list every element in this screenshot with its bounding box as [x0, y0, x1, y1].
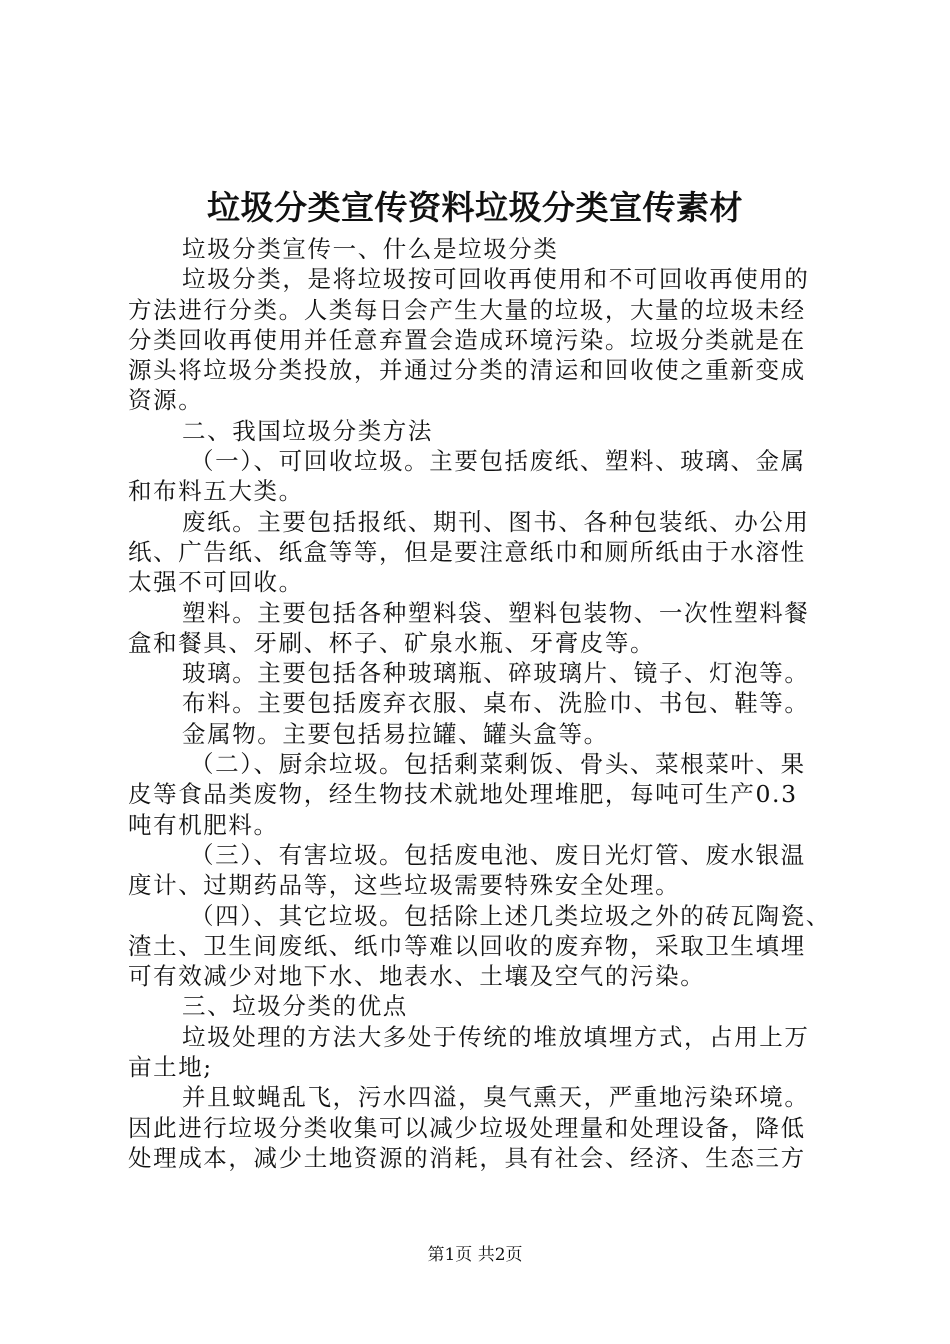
section-heading: 三、垃圾分类的优点 — [182, 992, 408, 1021]
text-line: 方法进行分类。人类每日会产生大量的垃圾，大量的垃圾未经 — [128, 295, 806, 324]
text-line: 塑料。主要包括各种塑料袋、塑料包装物、一次性塑料餐 — [182, 598, 810, 627]
text-line: 源头将垃圾分类投放，并通过分类的清运和回收使之重新变成 — [128, 356, 806, 385]
text-line: 太强不可回收。 — [128, 568, 304, 597]
text-line: （一）、可回收垃圾。主要包括废纸、塑料、玻璃、金属 — [190, 447, 806, 476]
text-line: 盒和餐具、牙刷、杯子、矿泉水瓶、牙膏皮等。 — [128, 628, 656, 657]
text-line: 渣土、卫生间废纸、纸巾等难以回收的废弃物，采取卫生填埋 — [128, 931, 806, 960]
text-line: 金属物。主要包括易拉罐、罐头盒等。 — [182, 719, 609, 748]
text-line: 布料。主要包括废弃衣服、桌布、洗脸巾、书包、鞋等。 — [182, 689, 810, 718]
document-title: 垃圾分类宣传资料垃圾分类宣传素材 — [207, 188, 743, 227]
text-line: 分类回收再使用并任意弃置会造成环境污染。垃圾分类就是在 — [128, 325, 806, 354]
text-line: 垃圾处理的方法大多处于传统的堆放填埋方式，占用上万 — [182, 1022, 810, 1051]
text-line: 资源。 — [128, 386, 204, 415]
text-line: 可有效减少对地下水、地表水、土壤及空气的污染。 — [128, 962, 706, 991]
text-line: （二）、厨余垃圾。包括剩菜剩饭、骨头、菜根菜叶、果 — [190, 750, 806, 779]
text-line: （四）、其它垃圾。包括除上述几类垃圾之外的砖瓦陶瓷、 — [190, 901, 831, 930]
text-line: 吨有机肥料。 — [128, 810, 279, 839]
text-line: 度计、过期药品等，这些垃圾需要特殊安全处理。 — [128, 871, 681, 900]
text-line: 皮等食品类废物，经生物技术就地处理堆肥，每吨可生产0.3 — [128, 780, 798, 809]
page-number: 第1页 共2页 — [427, 1245, 523, 1265]
text-line: 垃圾分类宣传一、什么是垃圾分类 — [182, 235, 559, 263]
text-line: 和布料五大类。 — [128, 477, 304, 506]
text-line: 因此进行垃圾分类收集可以减少垃圾处理量和处理设备，降低 — [128, 1113, 806, 1142]
text-line: 并且蚊蝇乱飞，污水四溢，臭气熏天，严重地污染环境。 — [182, 1083, 810, 1112]
text-line: 纸、广告纸、纸盒等等，但是要注意纸巾和厕所纸由于水溶性 — [128, 537, 806, 566]
text-line: 废纸。主要包括报纸、期刊、图书、各种包装纸、办公用 — [182, 507, 810, 536]
section-heading: 二、我国垃圾分类方法 — [182, 416, 433, 445]
text-line: 处理成本，减少土地资源的消耗，具有社会、经济、生态三方 — [128, 1143, 806, 1172]
document-body — [128, 234, 831, 1173]
text-line: （三）、有害垃圾。包括废电池、废日光灯管、废水银温 — [190, 840, 806, 869]
text-line: 玻璃。主要包括各种玻璃瓶、碎玻璃片、镜子、灯泡等。 — [182, 659, 810, 688]
text-line: 亩土地; — [128, 1053, 213, 1082]
text-line: 垃圾分类，是将垃圾按可回收再使用和不可回收再使用的 — [182, 265, 810, 294]
